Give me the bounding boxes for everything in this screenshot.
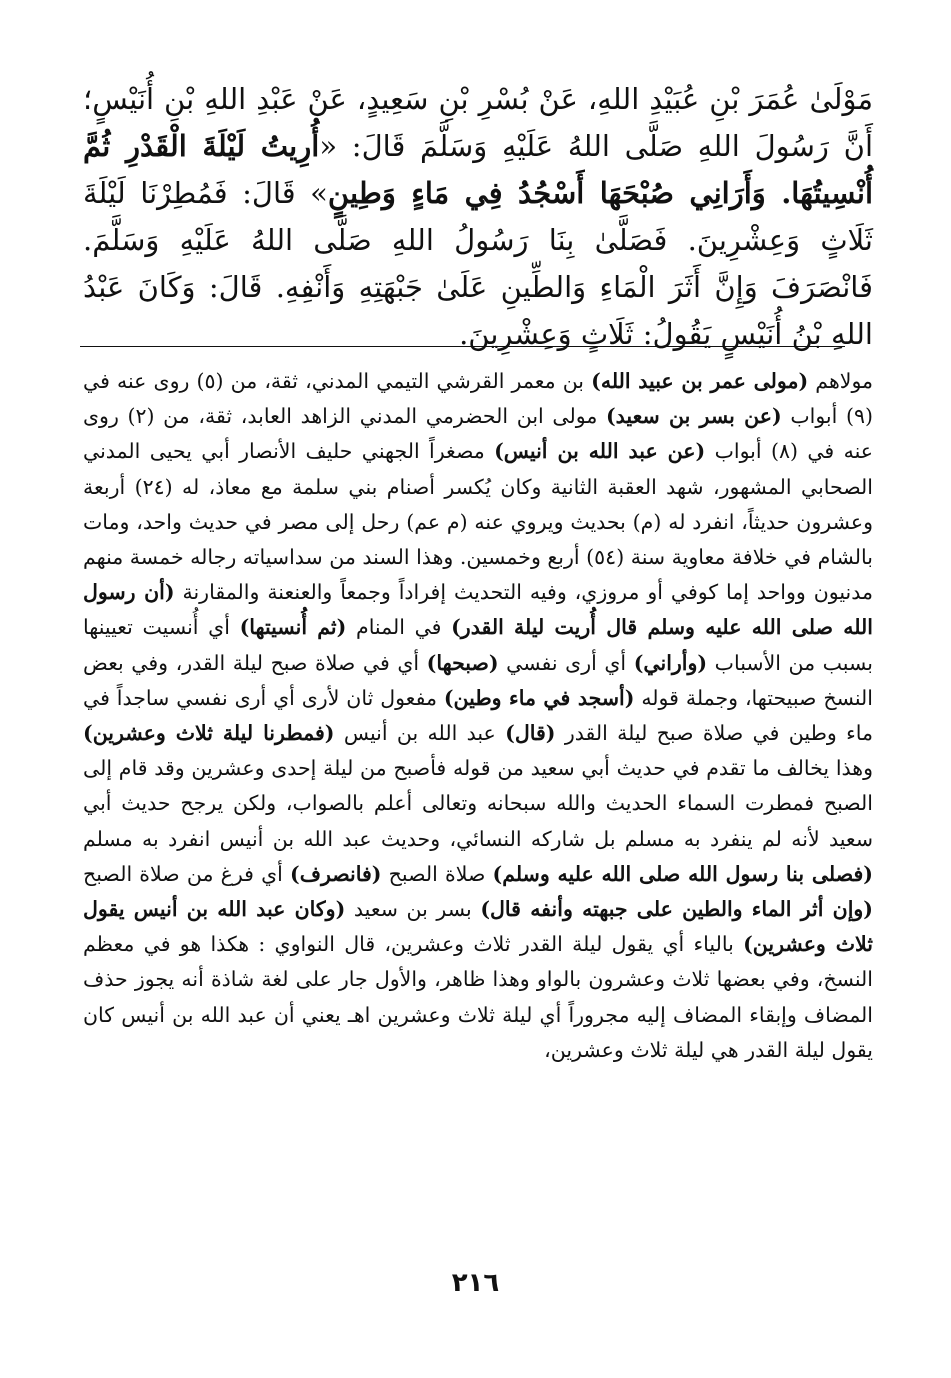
commentary-quote: (ثم أُنسيتها) — [239, 615, 347, 640]
commentary-quote: (وإن أثر الماء والطين على جبهته وأنفه قال) — [480, 897, 873, 922]
commentary-quote: (قال) — [505, 721, 556, 746]
commentary-quote: (وكان عبد الله بن أنيس يقول ثلاث وعشرين) — [83, 897, 873, 957]
commentary-segment: مولاهم — [808, 369, 874, 393]
commentary-segment: بسر بن سعيد — [345, 897, 481, 922]
commentary-segment: مصغراً الجهني حليف الأنصار أبي يحيى المدني الصحابي المشهور، شهد العقبة الثانية وكان يُكسر أصنام بني سلمة مع معاذ، له (٢٤) أربعة وعشرون حديثاً، انفرد له (م) بحديث ويروي عنه (م عم) رحل إلى مصر في حديث واحد، ومات بالشام في خلافة معاوية سنة (٥٤) أربع وخمسين. وهذا السند من سداسياته رجاله خمسة منهم مدنيون وواحد إما كوفي أو مروزي، وفيه التحديث إفراداً وجمعاً والعنعنة والمقارنة — [83, 439, 873, 605]
commentary-segment: أي أرى نفسي — [498, 650, 634, 675]
commentary-segment: مفعول ثان لأرى أي أرى نفسي ساجداً في ماء وطين في صلاة صبح ليلة القدر — [83, 685, 874, 746]
commentary-segment: أي في صلاة صبح ليلة القدر، وفي بعض النسخ صبيحتها، وجملة قوله — [83, 650, 873, 710]
hadith-narration: » قَالَ: فَمُطِرْنَا لَيْلَةَ ثَلَاثٍ وَعِشْرِينَ. فَصَلَّىٰ بِنَا رَسُولُ اللهِ صَلَّى اللهُ عَلَيْهِ وَسَلَّمَ. فَانْصَرَفَ وَإِنَّ أَثَرَ الْمَاءِ وَالطِّينِ عَلَىٰ جَبْهَتِهِ وَأَنْفِهِ. قَالَ: وَكَانَ عَبْدُ اللهِ بْنُ أُنَيْسٍ يَقُولُ: ثَلَاثٍ وَعِشْرِينَ. — [83, 176, 873, 351]
hadith-isnad: مَوْلَىٰ عُمَرَ بْنِ عُبَيْدِ اللهِ، عَنْ بُسْرِ بْنِ سَعِيدٍ، عَنْ عَبْدِ اللهِ بْنِ أُنَيْسٍ؛ أَنَّ رَسُولَ اللهِ صَلَّى اللهُ عَلَيْهِ وَسَلَّمَ قَالَ: « — [83, 82, 874, 163]
commentary-segment: عبد الله بن أنيس — [334, 721, 506, 746]
commentary-quote: (وأراني) — [633, 650, 708, 675]
commentary-segment: أي فرغ من صلاة الصبح — [83, 861, 291, 886]
commentary-text — [83, 364, 873, 1068]
commentary-segment: مولى ابن الحضرمي المدني الزاهد العابد، ثقة، من (٢) روى عنه في (٨) أبواب — [83, 404, 874, 464]
hadith-quote: أُرِيتُ لَيْلَةَ الْقَدْرِ ثُمَّ أُنْسِيتُهَا. وَأَرَانِي صُبْحَهَا أَسْجُدُ فِي مَاءٍ وَطِينٍ — [83, 129, 873, 210]
commentary-segment: في المنام — [346, 615, 452, 640]
commentary-quote: (مولى عمر بن عبيد الله) — [591, 369, 809, 393]
footnote-divider — [80, 346, 845, 347]
commentary-quote: (أن رسول الله صلى الله عليه وسلم قال أُريت ليلة القدر) — [83, 580, 873, 640]
commentary-segment: بالياء أي يقول ليلة القدر ثلاث وعشرين، قال النواوي : هكذا هو في معظم النسخ، وفي بعضها ثلاث وعشرون بالواو وهذا ظاهر، والأول جار على لغة شاذة أنه يجوز حذف المضاف وإبقاء المضاف إليه مجروراً أي ليلة ثلاث وعشرين اهـ يعني أن عبد الله بن أنيس كان يقول ليلة القدر هي ليلة ثلاث وعشرين، — [83, 932, 873, 1062]
commentary-quote: (أسجد في ماء وطين) — [443, 685, 635, 710]
hadith-text — [83, 76, 873, 358]
commentary-quote: (فمطرنا ليلة ثلاث وعشرين) — [83, 721, 335, 746]
commentary-quote: (فصلى بنا رسول الله صلى الله عليه وسلم) — [492, 861, 873, 886]
commentary-segment: أي أُنسيت تعيينها بسبب من الأسباب — [83, 615, 873, 675]
commentary-quote: (صبحها) — [426, 650, 499, 675]
commentary-segment: بن معمر القرشي التيمي المدني، ثقة، من (٥) روى عنه في (٩) أبواب — [83, 369, 873, 429]
commentary-quote: (فانصرف) — [290, 861, 382, 886]
commentary-segment: وهذا يخالف ما تقدم في حديث أبي سعيد من قوله فأصبح من ليلة إحدى وعشرين وقد قام إلى الصبح فمطرت السماء الحديث والله سبحانه وتعالى أعلم بالصواب، ولكن يرجح حديث أبي سعيد لأنه لم ينفرد به مسلم بل شاركه النسائي، وحديث عبد الله بن أنيس انفرد به مسلم — [83, 756, 873, 851]
commentary-quote: (عن عبد الله بن أنيس) — [494, 439, 706, 464]
page-number: ٢١٦ — [451, 1268, 500, 1298]
commentary-segment: صلاة الصبح — [381, 861, 493, 886]
commentary-quote: (عن بسر بن سعيد) — [605, 404, 782, 429]
